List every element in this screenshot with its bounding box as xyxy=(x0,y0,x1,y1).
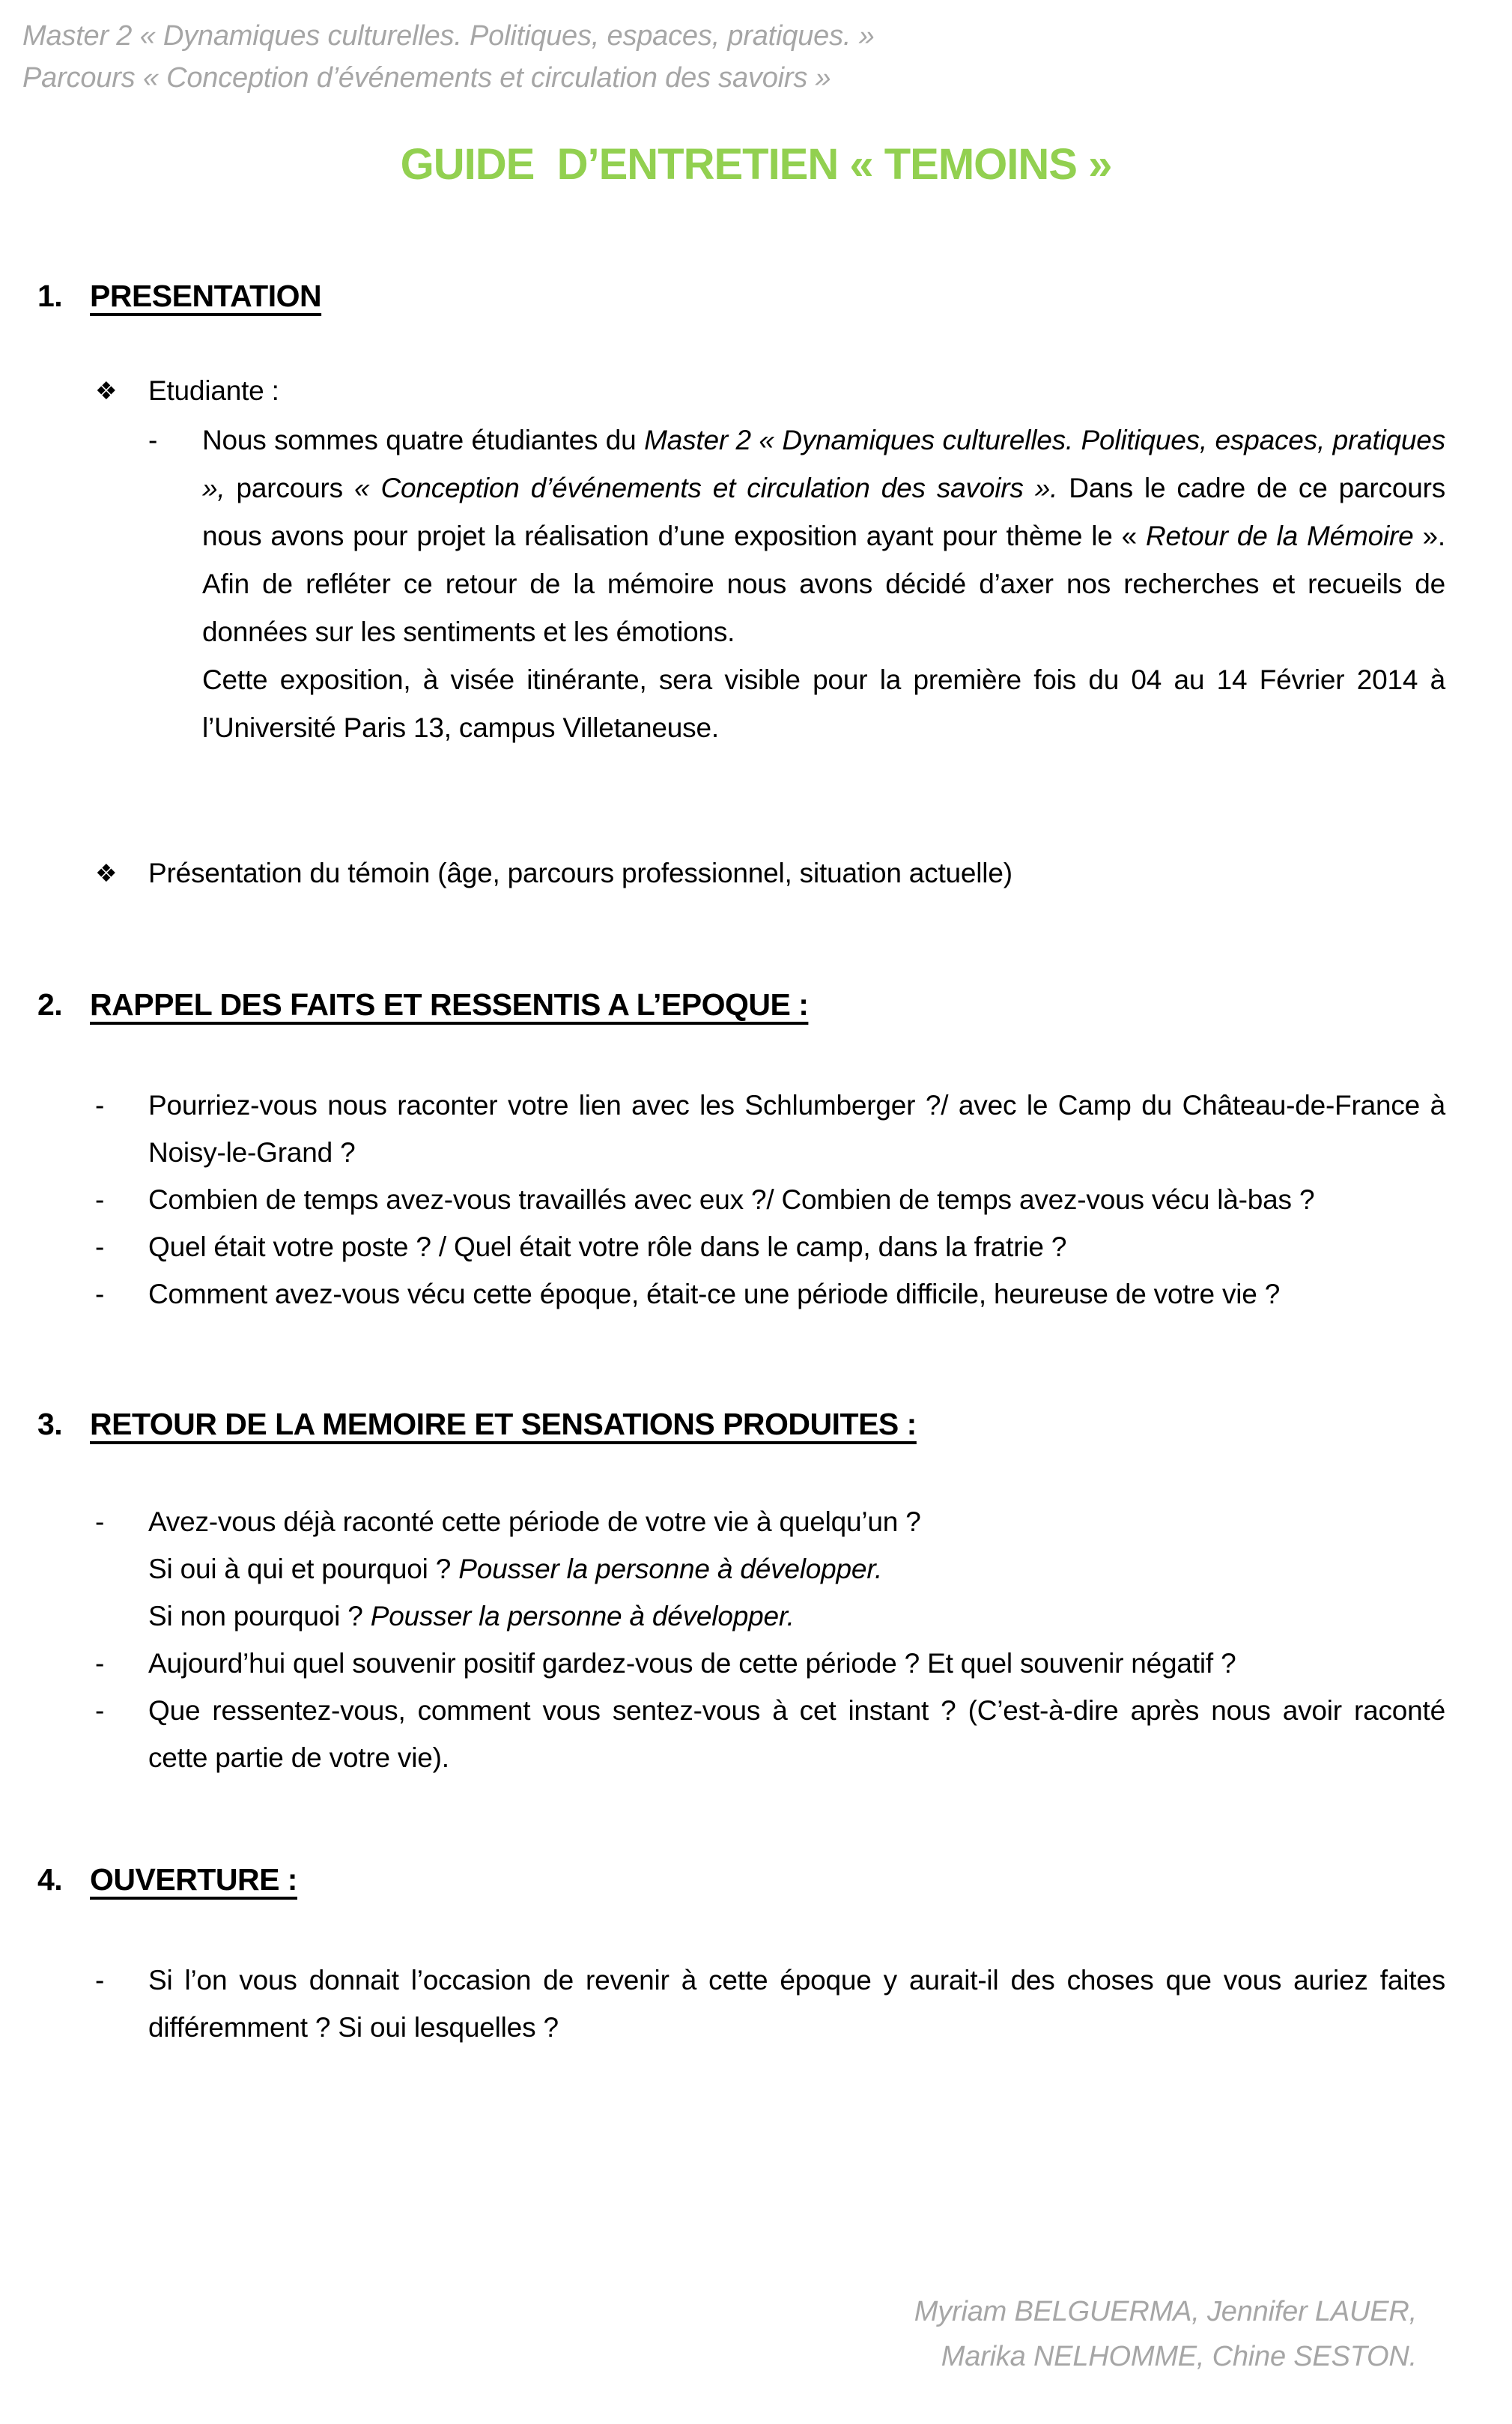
list-item xyxy=(95,1687,1445,1781)
doc-title: GUIDE D’ENTRETIEN « TEMOINS » xyxy=(400,140,1112,189)
list-item xyxy=(95,367,1445,415)
doc-header xyxy=(22,15,875,99)
header-line-2: Parcours « Conception d’événements et circulation des savoirs » xyxy=(22,62,831,94)
item-text: Avez-vous déjà raconté cette période de votre vie à quelqu’un ? Si oui à qui et pourquoi ? Pousser la personne à développer. Si non pourquoi ? Pousser la personne à développer. xyxy=(148,1506,921,1631)
header-line-1: Master 2 « Dynamiques culturelles. Politiques, espaces, pratiques. » xyxy=(22,20,875,52)
section-1-heading-row xyxy=(37,277,321,315)
section-1-heading: PRESENTATION xyxy=(90,279,322,313)
section-4-heading: OUVERTURE : xyxy=(90,1862,297,1897)
section-3-number: 3. xyxy=(37,1407,63,1441)
item-text: Aujourd’hui quel souvenir positif gardez-vous de cette période ? Et quel souvenir négatif ? xyxy=(148,1648,1236,1679)
section-3-list xyxy=(0,1498,1512,1781)
list-item xyxy=(95,1640,1445,1687)
list-item xyxy=(95,1498,1445,1640)
section-3-heading-row xyxy=(37,1405,917,1443)
dash-bullet: - xyxy=(95,1695,105,1726)
list-item xyxy=(95,1082,1445,1176)
list-item xyxy=(148,416,1445,752)
list-item xyxy=(95,1957,1445,2051)
dash-bullet: - xyxy=(95,1506,105,1537)
diamond-bullet-icon: ❖ xyxy=(95,376,118,405)
footer-line-1: Myriam BELGUERMA, Jennifer LAUER, xyxy=(914,2296,1417,2327)
list-item xyxy=(95,1223,1445,1270)
section-3-heading: RETOUR DE LA MEMOIRE ET SENSATIONS PRODUITES : xyxy=(90,1407,917,1441)
item-text: Quel était votre poste ? / Quel était votre rôle dans le camp, dans la fratrie ? xyxy=(148,1231,1067,1262)
dash-bullet: - xyxy=(95,1279,105,1309)
list-item xyxy=(95,1176,1445,1223)
section-4-heading-row xyxy=(37,1861,297,1898)
section-2-list xyxy=(0,1082,1512,1318)
section-1-number: 1. xyxy=(37,279,63,313)
item-text: Pourriez-vous nous raconter votre lien avec les Schlumberger ?/ avec le Camp du Château-de-France à Noisy-le-Grand ? xyxy=(148,1090,1445,1168)
item-text: Etudiante : xyxy=(148,375,279,406)
list-item xyxy=(95,1270,1445,1318)
dash-bullet: - xyxy=(95,1184,105,1215)
item-text: Comment avez-vous vécu cette époque, était-ce une période difficile, heureuse de votre vie ? xyxy=(148,1279,1281,1309)
doc-footer xyxy=(914,2289,1417,2379)
item-text: Que ressentez-vous, comment vous sentez-vous à cet instant ? (C’est-à-dire après nous avoir raconté cette partie de votre vie). xyxy=(148,1695,1445,1773)
item-text: Si l’on vous donnait l’occasion de revenir à cette époque y aurait-il des choses que vous auriez faites différemment ? Si oui lesquelles ? xyxy=(148,1965,1445,2043)
footer-line-2: Marika NELHOMME, Chine SESTON. xyxy=(941,2341,1417,2372)
section-2-heading: RAPPEL DES FAITS ET RESSENTIS A L’EPOQUE : xyxy=(90,987,809,1022)
item-text: Nous sommes quatre étudiantes du Master 2 « Dynamiques culturelles. Politiques, espaces, pratiques », parcours « Conception d’événements et circulation des savoirs ». Dans le cadre de ce parcours nous avons pour projet la réalisation d’une exposition ayant pour thème le « Retour de la Mémoire ». Afin de refléter ce retour de la mémoire nous avons décidé d’axer nos recherches et recueils de données sur les sentiments et les émotions. Cette exposition, à visée itinérante, sera visible pour la première fois du 04 au 14 Février 2014 à l’Université Paris 13, campus Villetaneuse. xyxy=(202,425,1446,743)
dash-bullet: - xyxy=(148,425,158,455)
section-2-number: 2. xyxy=(37,987,63,1022)
dash-bullet: - xyxy=(95,1231,105,1262)
diamond-bullet-icon: ❖ xyxy=(95,858,118,888)
section-4-number: 4. xyxy=(37,1862,63,1897)
dash-bullet: - xyxy=(95,1090,105,1121)
dash-bullet: - xyxy=(95,1965,105,1996)
list-item xyxy=(95,849,1445,897)
item-text: Présentation du témoin (âge, parcours professionnel, situation actuelle) xyxy=(148,858,1012,888)
section-2-heading-row xyxy=(37,986,808,1023)
item-text: Combien de temps avez-vous travaillés avec eux ?/ Combien de temps avez-vous vécu là-bas ? xyxy=(148,1184,1315,1215)
dash-bullet: - xyxy=(95,1648,105,1679)
